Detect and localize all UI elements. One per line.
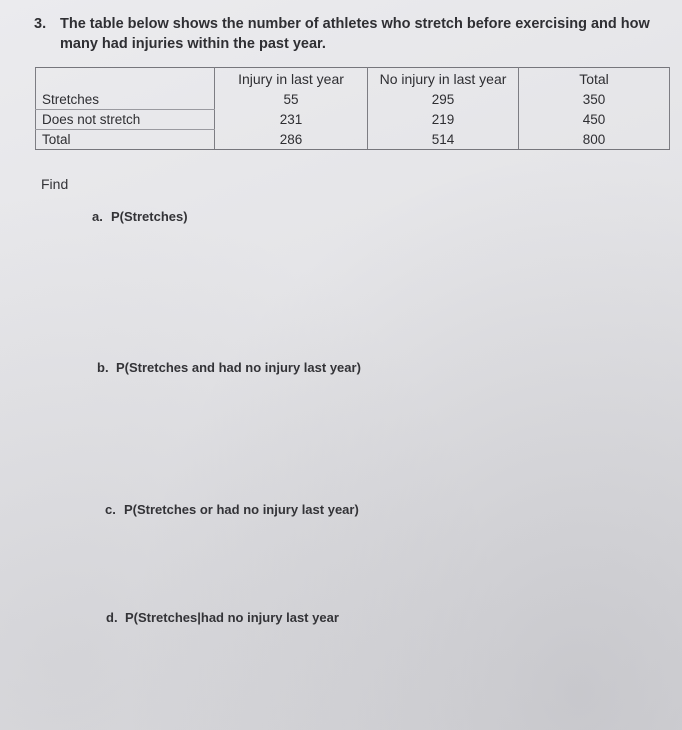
find-label: Find	[41, 176, 69, 192]
table-header-row	[36, 68, 670, 91]
part-text: P(Stretches|had no injury last year	[125, 610, 339, 625]
table-row	[36, 90, 670, 110]
part-letter: c.	[105, 502, 116, 517]
table-cell: 286	[215, 130, 368, 150]
table-cell: 350	[519, 90, 670, 110]
table-cell: 231	[215, 110, 368, 130]
part-d	[106, 610, 339, 625]
part-text: P(Stretches)	[111, 209, 188, 224]
row-label: Stretches	[36, 90, 215, 110]
question-number: 3.	[34, 16, 47, 32]
table-cell: 800	[519, 130, 670, 150]
part-letter: d.	[106, 610, 118, 625]
table-header-cell	[36, 68, 215, 91]
table-header-cell: No injury in last year	[368, 68, 519, 91]
table-row	[36, 110, 670, 130]
table-cell: 219	[368, 110, 519, 130]
table-cell: 55	[215, 90, 368, 110]
table-cell: 450	[519, 110, 670, 130]
part-letter: b.	[97, 360, 109, 375]
part-text: P(Stretches or had no injury last year)	[124, 502, 359, 517]
part-text: P(Stretches and had no injury last year)	[116, 360, 361, 375]
table-cell: 295	[368, 90, 519, 110]
part-c	[105, 502, 359, 517]
table-row	[36, 130, 670, 150]
table-header-cell: Injury in last year	[215, 68, 368, 91]
table-cell: 514	[368, 130, 519, 150]
row-label: Total	[36, 130, 215, 150]
table-header-cell: Total	[519, 68, 670, 91]
part-a	[92, 209, 188, 224]
part-letter: a.	[92, 209, 103, 224]
row-label: Does not stretch	[36, 110, 215, 130]
part-b	[97, 360, 361, 375]
question-prompt	[34, 14, 664, 54]
contingency-table	[35, 67, 670, 150]
question-text: The table below shows the number of athletes who stretch before exercising and how many had injuries within the past year.	[60, 16, 650, 52]
